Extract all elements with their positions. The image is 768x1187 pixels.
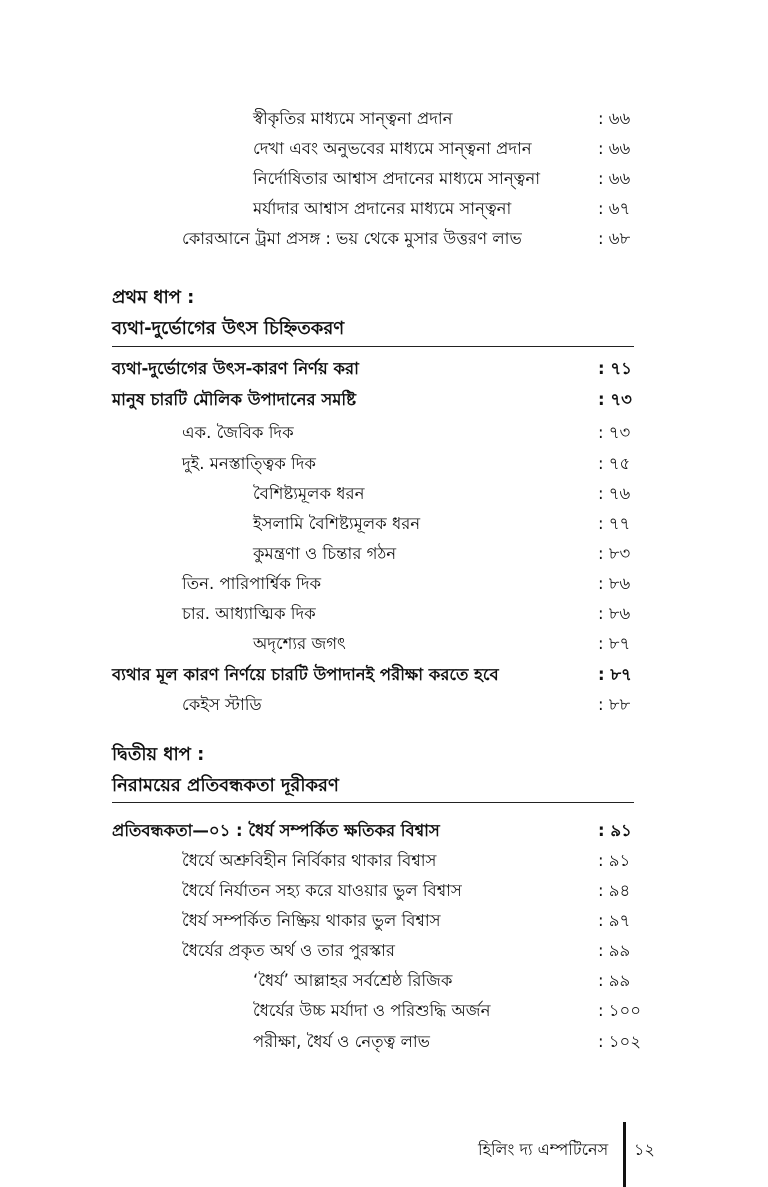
toc-entry [0,164,768,194]
toc-entry [0,816,768,846]
toc-entry-page: : ৭৫ [598,454,631,473]
toc-entry-page: : ৭১ [598,359,632,378]
toc-entry-page: : ৭৩ [598,390,632,409]
toc-entry-page: : ৭৬ [598,484,631,503]
toc-entry-page: : ১০২ [598,1032,641,1051]
toc-entry-page: : ৯১ [598,851,631,870]
toc-entry-page: : ৬৬ [598,169,631,188]
toc-entry [0,479,768,509]
running-footer-title: হিলিং দ্য এম্পটিনেস [478,1140,609,1159]
toc-entry [0,354,768,384]
toc-entry-title: এক. জৈবিক দিক [182,423,294,442]
toc-entry-page: : ৮৭ [598,665,632,684]
toc-entry-title: কোরআনে ট্রমা প্রসঙ্গ : ভয় থেকে মুসার উত্তরণ লাভ [182,229,522,248]
toc-entry [0,539,768,569]
toc-entry-page: : ৭৩ [598,423,631,442]
toc-entry [0,629,768,659]
section-title: নিরাময়ের প্রতিবন্ধকতা দূরীকরণ [112,775,339,796]
toc-entry-title: দেখা এবং অনুভবের মাধ্যমে সান্ত্বনা প্রদান [253,139,532,158]
toc-entry-page: : ৯৯ [598,941,631,960]
toc-entry [0,660,768,690]
toc-entry-title: বৈশিষ্ট্যমূলক ধরন [253,484,365,503]
toc-entry-page: : ৬৭ [598,199,631,218]
toc-entry-page: : ৮৮ [598,695,631,714]
toc-entry [0,449,768,479]
toc-entry-title: তিন. পারিপার্শ্বিক দিক [182,574,322,593]
toc-entry-title: চার. আধ্যাত্মিক দিক [182,604,316,623]
toc-entry [0,418,768,448]
toc-entry-page: : ৮৩ [598,544,631,563]
toc-entry-title: ইসলামি বৈশিষ্ট্যমূলক ধরন [253,514,421,533]
toc-entry-page: : ৯১ [598,821,632,840]
toc-entry-title: মানুষ চারটি মৌলিক উপাদানের সমষ্টি [112,390,357,409]
toc-entry [0,906,768,936]
toc-entry-title: দুই. মনস্তাত্ত্বিক দিক [182,454,316,473]
toc-entry [0,104,768,134]
toc-entry-title: কুমন্ত্রণা ও চিন্তার গঠন [253,544,397,563]
toc-entry-title: ধৈর্যে নির্যাতন সহ্য করে যাওয়ার ভুল বিশ্বাস [182,881,462,900]
toc-entry [0,1027,768,1057]
toc-entry [0,936,768,966]
toc-entry-page: : ৮৬ [598,604,631,623]
toc-entry [0,509,768,539]
section-step-label: প্রথম ধাপ : [112,287,195,308]
toc-entry [0,846,768,876]
toc-entry-title: প্রতিবন্ধকতা—০১ : ধৈর্য সম্পর্কিত ক্ষতিকর বিশ্বাস [112,821,440,840]
toc-entry [0,194,768,224]
footer-divider [623,1122,626,1187]
toc-entry-page: : ৯৪ [598,881,631,900]
toc-entry [0,599,768,629]
page-number: ১২ [634,1140,655,1159]
toc-entry-page: : ১০০ [598,1001,641,1020]
toc-entry [0,569,768,599]
section-divider [112,346,634,347]
toc-entry-title: ব্যথা-দুর্ভোগের উৎস-কারণ নির্ণয় করা [112,359,359,378]
toc-entry-page: : ৮৭ [598,634,631,653]
toc-entry [0,385,768,415]
toc-entry [0,690,768,720]
toc-entry-title: ধৈর্যে অশ্রুবিহীন নির্বিকার থাকার বিশ্বাস [182,851,437,870]
toc-entry [0,224,768,254]
toc-entry-title: নির্দোষিতার আশ্বাস প্রদানের মাধ্যমে সান্ত্বনা [253,169,541,188]
toc-entry-page: : ৬৮ [598,229,631,248]
toc-entry [0,996,768,1026]
toc-entry-page: : ৯৯ [598,971,631,990]
toc-entry-page: : ৮৬ [598,574,631,593]
toc-entry-title: পরীক্ষা, ধৈর্য ও নেতৃত্ব লাভ [253,1032,430,1051]
toc-entry-title: অদৃশ্যের জগৎ [253,634,346,653]
toc-entry-title: স্বীকৃতির মাধ্যমে সান্ত্বনা প্রদান [253,109,453,128]
toc-entry-title: মর্যাদার আশ্বাস প্রদানের মাধ্যমে সান্ত্বনা [253,199,512,218]
toc-entry-title: কেইস স্টাডি [182,695,262,714]
toc-entry-page: : ৯৭ [598,911,631,930]
section-step-label: দ্বিতীয় ধাপ : [112,744,205,765]
toc-entry-page: : ৬৬ [598,139,631,158]
toc-entry-title: ‘ধৈর্য’ আল্লাহর সর্বশ্রেষ্ঠ রিজিক [253,971,453,990]
section-title: ব্যথা-দুর্ভোগের উৎস চিহ্নিতকরণ [112,318,345,339]
toc-entry-page: : ৭৭ [598,514,631,533]
toc-entry-title: ধৈর্য সম্পর্কিত নিষ্ক্রিয় থাকার ভুল বিশ্বাস [182,911,441,930]
toc-entry-title: ধৈর্যের উচ্চ মর্যাদা ও পরিশুদ্ধি অর্জন [253,1001,491,1020]
toc-entry-title: ধৈর্যের প্রকৃত অর্থ ও তার পুরস্কার [182,941,395,960]
toc-entry [0,876,768,906]
toc-entry-page: : ৬৬ [598,109,631,128]
toc-entry-title: ব্যথার মূল কারণ নির্ণয়ে চারটি উপাদানই পরীক্ষা করতে হবে [112,665,499,684]
toc-entry [0,966,768,996]
toc-entry [0,134,768,164]
section-divider [112,802,634,803]
